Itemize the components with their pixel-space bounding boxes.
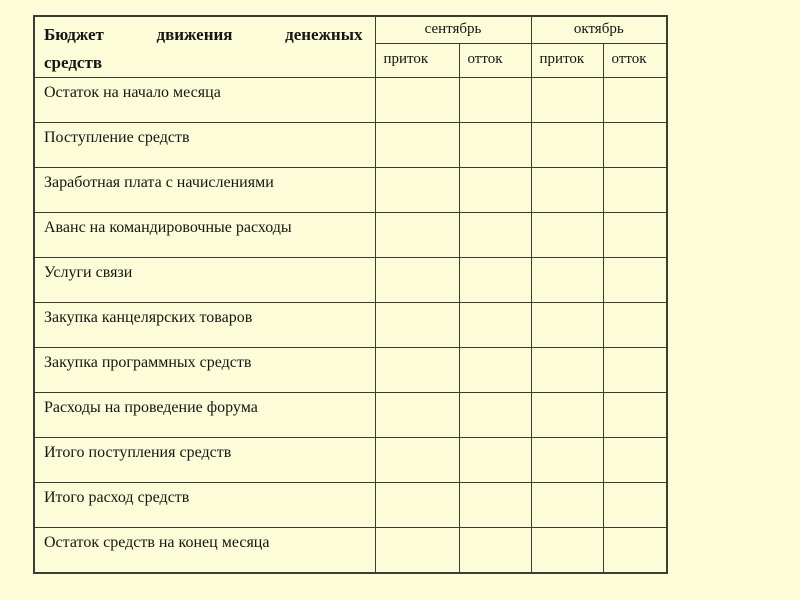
- table-row: [34, 213, 667, 258]
- cell-september-outflow: [459, 168, 531, 213]
- subheader-september-inflow: приток: [375, 43, 459, 77]
- cell-october-inflow: [531, 123, 603, 168]
- cell-september-inflow: [375, 528, 459, 573]
- cell-september-inflow: [375, 483, 459, 528]
- subheader-september-outflow: отток: [459, 43, 531, 77]
- cell-september-inflow: [375, 78, 459, 123]
- table-title-line1: Бюджет движения денежных: [44, 25, 363, 44]
- cell-october-inflow: [531, 303, 603, 348]
- row-label: Итого расход средств: [34, 483, 375, 528]
- cell-october-inflow: [531, 483, 603, 528]
- table-row: [34, 303, 667, 348]
- cell-october-inflow: [531, 438, 603, 483]
- table-title-line2: средств: [44, 53, 102, 72]
- cell-october-outflow: [603, 438, 667, 483]
- row-label: Закупка канцелярских товаров: [34, 303, 375, 348]
- row-label: Остаток на начало месяца: [34, 78, 375, 123]
- cell-october-outflow: [603, 348, 667, 393]
- table-row: [34, 258, 667, 303]
- row-label: Услуги связи: [34, 258, 375, 303]
- table-row: [34, 123, 667, 168]
- cell-september-inflow: [375, 438, 459, 483]
- row-label: Итого поступления средств: [34, 438, 375, 483]
- cell-september-outflow: [459, 528, 531, 573]
- month-header-september: сентябрь: [375, 16, 531, 43]
- cell-october-outflow: [603, 393, 667, 438]
- table-row: [34, 78, 667, 123]
- cell-october-outflow: [603, 168, 667, 213]
- month-header-october: октябрь: [531, 16, 667, 43]
- table-row: [34, 393, 667, 438]
- table-row: [34, 348, 667, 393]
- cell-october-outflow: [603, 213, 667, 258]
- cell-october-outflow: [603, 123, 667, 168]
- table-row: [34, 528, 667, 573]
- cell-october-outflow: [603, 303, 667, 348]
- row-label: Закупка программных средств: [34, 348, 375, 393]
- cell-october-outflow: [603, 528, 667, 573]
- cell-october-inflow: [531, 348, 603, 393]
- row-label: Поступление средств: [34, 123, 375, 168]
- table-row: [34, 483, 667, 528]
- subheader-october-inflow: приток: [531, 43, 603, 77]
- month-header-row: [34, 16, 667, 43]
- cell-september-inflow: [375, 123, 459, 168]
- row-label: Аванс на командировочные расходы: [34, 213, 375, 258]
- table-title-cell: [34, 16, 375, 78]
- cell-october-outflow: [603, 78, 667, 123]
- cell-october-inflow: [531, 528, 603, 573]
- table-row: [34, 168, 667, 213]
- cell-september-outflow: [459, 258, 531, 303]
- row-label: Заработная плата с начислениями: [34, 168, 375, 213]
- cell-september-outflow: [459, 393, 531, 438]
- cell-september-inflow: [375, 168, 459, 213]
- cell-october-inflow: [531, 78, 603, 123]
- cell-october-inflow: [531, 213, 603, 258]
- cell-october-inflow: [531, 258, 603, 303]
- cell-september-outflow: [459, 78, 531, 123]
- cell-september-inflow: [375, 213, 459, 258]
- cell-september-inflow: [375, 348, 459, 393]
- cell-october-inflow: [531, 393, 603, 438]
- cell-september-outflow: [459, 213, 531, 258]
- cell-september-inflow: [375, 258, 459, 303]
- cell-september-outflow: [459, 438, 531, 483]
- table-row: [34, 438, 667, 483]
- cell-september-outflow: [459, 483, 531, 528]
- subheader-october-outflow: отток: [603, 43, 667, 77]
- cell-october-outflow: [603, 258, 667, 303]
- table-body: [34, 78, 667, 573]
- row-label: Остаток средств на конец месяца: [34, 528, 375, 573]
- cell-october-outflow: [603, 483, 667, 528]
- cell-september-outflow: [459, 123, 531, 168]
- cash-flow-budget-table: [33, 15, 668, 574]
- cell-september-outflow: [459, 348, 531, 393]
- cell-september-inflow: [375, 303, 459, 348]
- cell-september-outflow: [459, 303, 531, 348]
- cell-september-inflow: [375, 393, 459, 438]
- cell-october-inflow: [531, 168, 603, 213]
- row-label: Расходы на проведение форума: [34, 393, 375, 438]
